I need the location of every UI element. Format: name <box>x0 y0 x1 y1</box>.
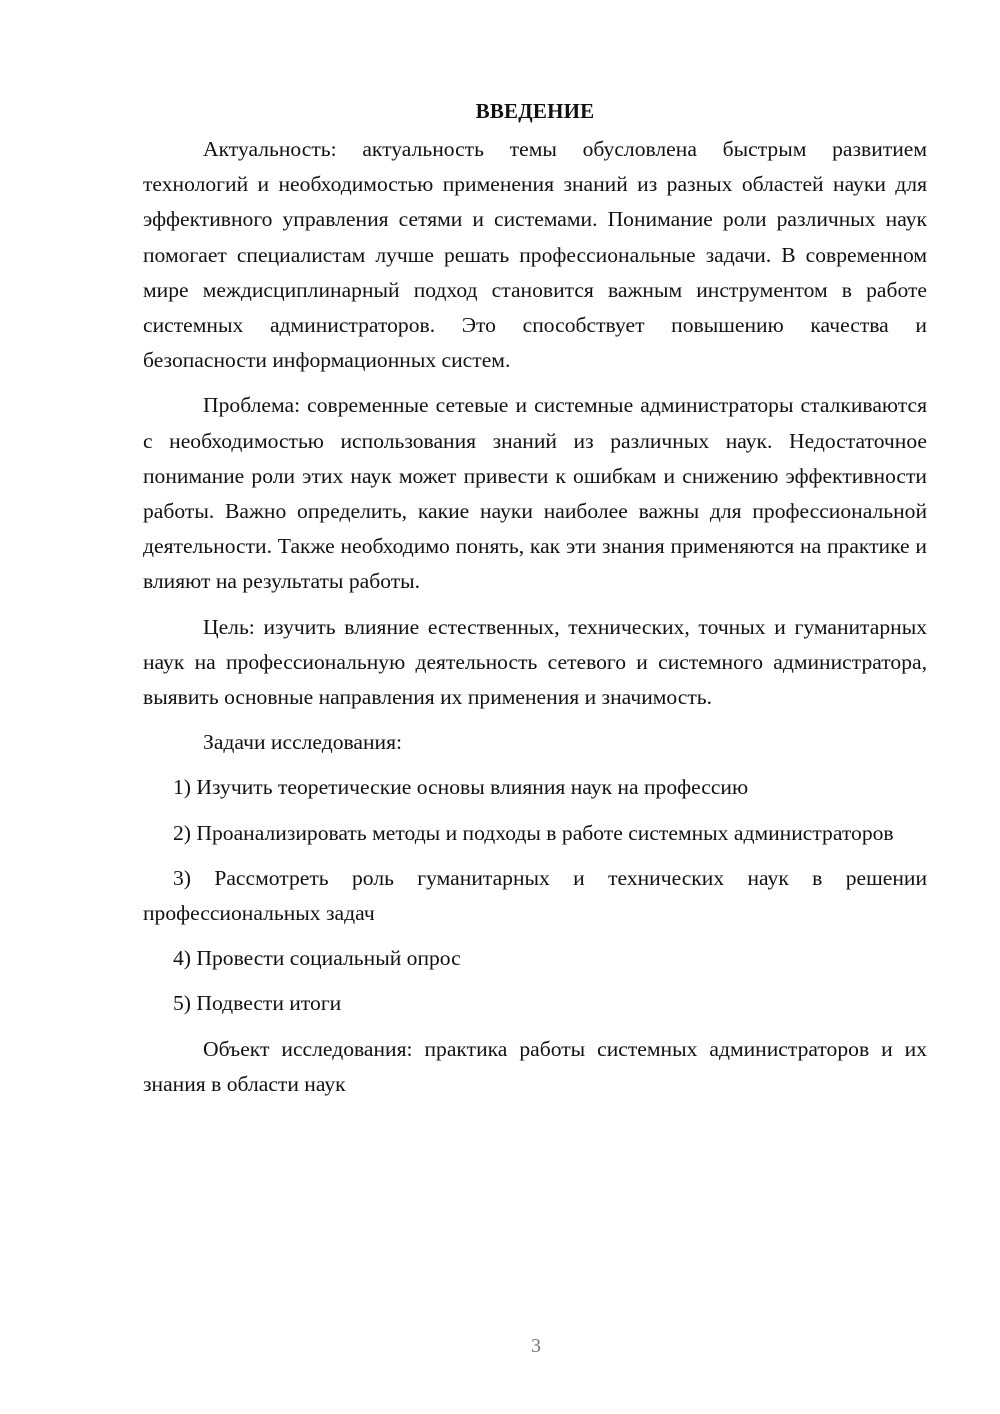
problem-paragraph: Проблема: современные сетевые и системные администраторы сталкиваются с необходимостью использования знаний из различных наук. Недостаточное понимание роли этих наук может привести к ошибкам и снижению эффективности работы. Важно определить, какие науки наиболее важны для профессиональной деятельности. Также необходимо понять, как эти знания применяются на практике и влияют на результаты работы. <box>143 393 927 594</box>
task-item: 5) Подвести итоги <box>173 991 342 1016</box>
page-content <box>143 96 927 1112</box>
tasks-title: Задачи исследования: <box>203 730 403 755</box>
relevance-paragraph: Актуальность: актуальность темы обусловлена быстрым развитием технологий и необходимостью применения знаний из разных областей науки для эффективного управления сетями и системами. Понимание роли различных наук помогает специалистам лучше решать профессиональные задачи. В современном мире междисциплинарный подход становится важным инструментом в работе системных администраторов. Это способствует повышению качества и безопасности информационных систем. <box>143 137 927 373</box>
object-paragraph: Объект исследования: практика работы системных администраторов и их знания в области наук <box>143 1036 927 1096</box>
page-number: 3 <box>531 1335 541 1357</box>
task-item: 2) Проанализировать методы и подходы в работе системных администраторов <box>173 820 894 845</box>
task-item: 4) Провести социальный опрос <box>173 946 461 971</box>
goal-paragraph: Цель: изучить влияние естественных, технических, точных и гуманитарных наук на профессиональную деятельность сетевого и системного администратора, выявить основные направления их применения и значимость. <box>143 614 927 710</box>
task-item: 3) Рассмотреть роль гуманитарных и технических наук в решении профессиональных задач <box>143 865 927 926</box>
tasks-list <box>143 770 927 1021</box>
page-title: ВВЕДЕНИЕ <box>475 99 595 123</box>
task-item: 1) Изучить теоретические основы влияния наук на профессию <box>173 775 749 800</box>
